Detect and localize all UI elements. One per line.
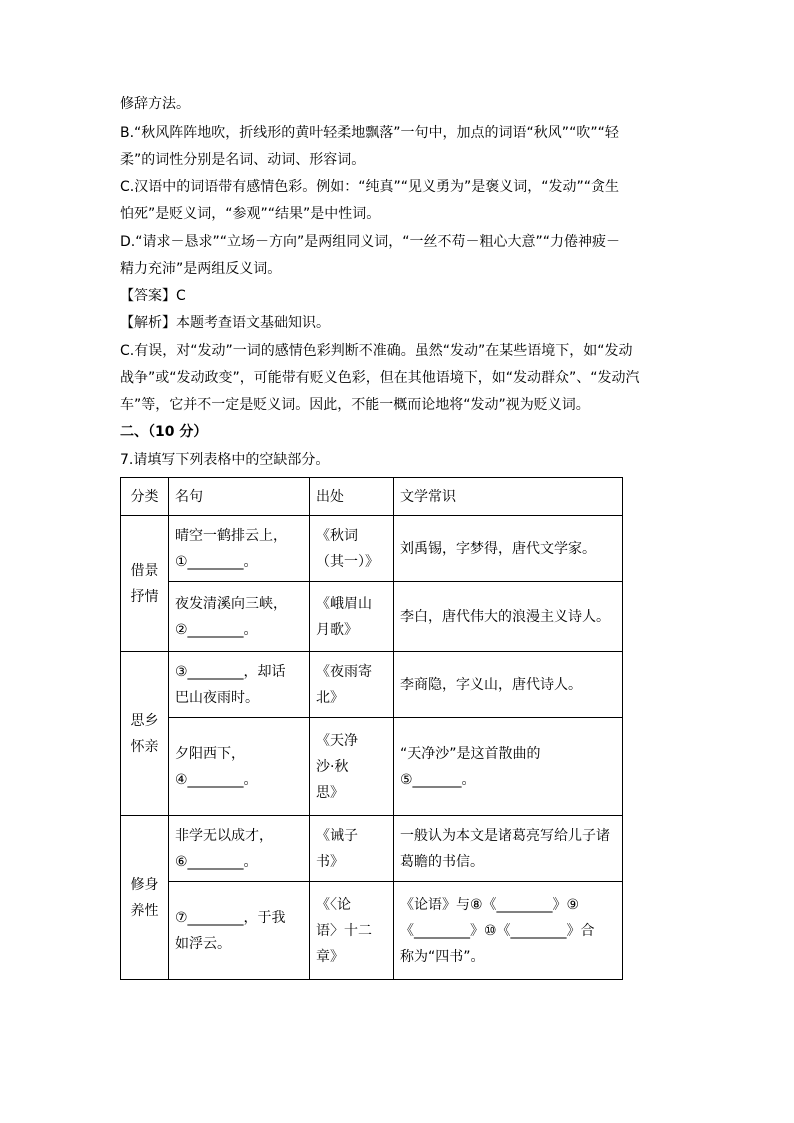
source-line: 《〈论 [316, 896, 351, 913]
line-0: 修辞方法。 [120, 96, 190, 112]
note-cell [394, 582, 623, 652]
table-row [121, 816, 623, 882]
table-header-row [121, 478, 623, 516]
source-line: 章》 [316, 948, 344, 965]
note-line: 《________》⑩《________》合 [400, 922, 595, 939]
quote-line: ⑥________。 [175, 853, 258, 870]
category-line: 思乡 [130, 712, 159, 729]
header-note: 文学常识 [394, 478, 623, 516]
table-row [121, 718, 623, 816]
source-line: 《夜雨寄 [316, 663, 372, 680]
source-cell [310, 882, 394, 980]
line-2: 柔”的词性分别是名词、动词、形容词。 [120, 152, 366, 168]
line-9: C.有误，对“发动”一词的感情色彩判断不准确。虽然“发动”在某些语境下，如“发动 [120, 343, 633, 359]
note-cell [394, 516, 623, 582]
quote-cell [169, 516, 310, 582]
source-cell [310, 582, 394, 652]
quote-cell [169, 816, 310, 882]
table-row [121, 652, 623, 718]
note-cell [394, 718, 623, 816]
quote-line: ④________。 [175, 771, 258, 788]
source-line: 《峨眉山 [316, 595, 372, 612]
header-source: 出处 [310, 478, 394, 516]
note-line: 称为“四书”。 [400, 948, 485, 965]
category-line: 养性 [130, 902, 159, 919]
line-6: 精力充沛”是两组反义词。 [120, 261, 282, 277]
source-line: 北》 [316, 689, 344, 706]
note-line: 一般认为本文是诸葛亮写给儿子诸 [400, 827, 610, 844]
note-line: 葛瞻的书信。 [400, 853, 484, 870]
line-10: 战争”或“发动政变”，可能带有贬义色彩，但在其他语境下，如“发动群众”、“发动汽 [120, 370, 640, 386]
category-line: 怀亲 [130, 738, 159, 755]
category-cell [121, 652, 169, 816]
source-line: 月歌》 [316, 621, 358, 638]
line-11: 车”等，它并不一定是贬义词。因此，不能一概而论地将“发动”视为贬义词。 [120, 397, 590, 413]
fill-in-table [120, 477, 623, 980]
quote-line: 非学无以成才， [175, 827, 273, 844]
source-line: 《天净 [316, 732, 358, 749]
source-cell [310, 816, 394, 882]
quote-line: ⑦________，于我 [175, 909, 286, 926]
quote-line: 夜发清溪向三峡， [175, 595, 287, 612]
quote-line: 如浮云。 [175, 935, 231, 952]
category-line: 借景 [130, 562, 159, 579]
line-3: C.汉语中的词语带有感情色彩。例如：“纯真”“见义勇为”是褒义词，“发动”“贪生 [120, 179, 619, 195]
quote-line: ③________，却话 [175, 663, 286, 680]
note-line: “天净沙”是这首散曲的 [400, 745, 541, 762]
source-line: 语〉十二 [316, 922, 372, 939]
source-line: 《诫子 [316, 827, 358, 844]
category-line: 抒情 [130, 588, 159, 605]
table-row [121, 582, 623, 652]
note-cell [394, 882, 623, 980]
note-line: 李白，唐代伟大的浪漫主义诗人。 [400, 608, 610, 625]
category-cell [121, 516, 169, 652]
note-cell [394, 816, 623, 882]
question-title: 7.请填写下列表格中的空缺部分。 [120, 452, 330, 468]
source-line: 《秋词 [316, 527, 358, 544]
source-line: 书》 [316, 853, 344, 870]
note-cell [394, 652, 623, 718]
quote-cell [169, 718, 310, 816]
source-line: 沙·秋 [316, 758, 349, 775]
table-row [121, 882, 623, 980]
quote-line: 巴山夜雨时。 [175, 689, 259, 706]
section-heading: 二、（10 分） [120, 424, 208, 440]
line-1: B.“秋风阵阵地吹，折线形的黄叶轻柔地飘落”一句中，加点的词语“秋风”“吹”“轻 [120, 125, 619, 141]
quote-cell [169, 882, 310, 980]
quote-cell [169, 582, 310, 652]
quote-line: ②________。 [175, 621, 258, 638]
answer-label: 【答案】C [120, 288, 186, 304]
line-4: 怕死”是贬义词，“参观”“结果”是中性词。 [120, 206, 381, 222]
note-line: ⑤_______。 [400, 771, 476, 788]
note-line: 刘禹锡，字梦得，唐代文学家。 [400, 540, 596, 557]
quote-line: 夕阳西下， [175, 745, 245, 762]
source-cell [310, 652, 394, 718]
line-5: D.“请求－恳求”“立场－方向”是两组同义词，“一丝不苟－粗心大意”“力倦神疲－ [120, 234, 620, 250]
note-line: 李商隐，字义山，唐代诗人。 [400, 676, 582, 693]
source-cell [310, 718, 394, 816]
note-line: 《论语》与⑧《________》⑨ [400, 896, 580, 913]
quote-line: ①________。 [175, 553, 258, 570]
analysis-label: 【解析】本题考查语文基础知识。 [120, 315, 330, 331]
source-line: 思》 [316, 784, 344, 801]
category-line: 修身 [130, 876, 159, 893]
quote-cell [169, 652, 310, 718]
header-quote: 名句 [169, 478, 310, 516]
table-row [121, 516, 623, 582]
quote-line: 晴空一鹤排云上， [175, 527, 287, 544]
source-line: （其一）》 [316, 553, 379, 570]
source-cell [310, 516, 394, 582]
category-cell [121, 816, 169, 980]
header-category: 分类 [121, 478, 169, 516]
